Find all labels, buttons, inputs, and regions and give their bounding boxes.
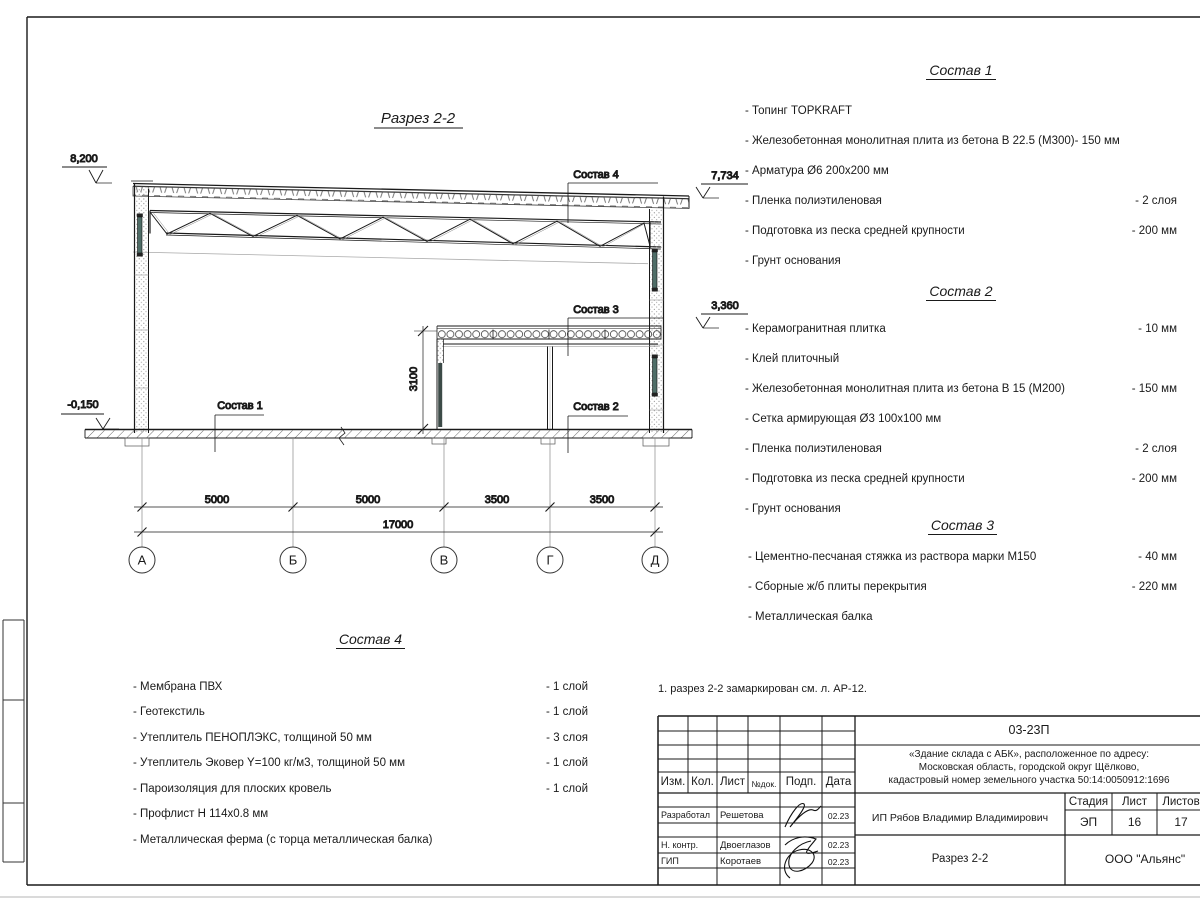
tb-stage-label: Стадия	[1068, 796, 1109, 808]
list-item: - Клей плиточный	[745, 353, 840, 365]
tb-row3-role: ГИП	[661, 856, 679, 866]
tb-row3-name: Коротаев	[720, 856, 762, 867]
list-item: - Утеплитель ПЕНОПЛЭКС, толщиной 50 мм - 3 слоя	[133, 731, 588, 744]
elevation-mark-floor	[61, 399, 119, 429]
label-sostav4: Состав 4	[573, 169, 619, 181]
composition-1-title: Состав 1	[745, 62, 1177, 79]
roof-truss	[133, 211, 661, 264]
composition-3-title: Состав 3	[748, 517, 1177, 534]
label-sostav2: Состав 2	[573, 401, 619, 413]
dim-chain-total	[134, 519, 663, 537]
tb-company: ООО "Альянс"	[1104, 852, 1186, 866]
mezzanine-slab	[437, 326, 661, 347]
wall-left	[135, 184, 149, 434]
tb-row1-role: Разработал	[661, 810, 710, 820]
dim-chain-spans	[134, 494, 663, 512]
list-item: - Сетка армирующая Ø3 100х100 мм	[745, 413, 942, 425]
dim-3100-text: 3100	[408, 366, 420, 392]
dim-17000-total: 17000	[382, 519, 414, 531]
window-cap	[137, 253, 143, 257]
elev-0150-text: -0,150	[67, 399, 99, 411]
tb-row2-name: Двоеглазов	[720, 840, 771, 851]
tb-col-ndok: №док.	[751, 779, 777, 789]
column-axis-v	[437, 339, 444, 429]
roof-assembly	[131, 181, 689, 209]
label-sostav1: Состав 1	[217, 400, 263, 412]
tb-project-line1: «Здание склада с АБК», расположенное по адресу:	[909, 749, 1149, 760]
foundation-left	[125, 438, 149, 446]
tb-sheets-label: Листов	[1162, 796, 1200, 808]
composition-4-title: Состав 4	[153, 631, 588, 648]
tb-sheets-value: 17	[1174, 815, 1188, 829]
tb-doc-title: Разрез 2-2	[931, 853, 989, 865]
composition-list-1	[745, 62, 1177, 276]
drawing-title	[374, 110, 463, 128]
composition-1-items	[745, 96, 1177, 276]
label-sostav3: Состав 3	[573, 304, 619, 316]
list-item: - Металлическая ферма (с торца металлическая балка)	[133, 833, 433, 846]
axis-letter-v: В	[439, 552, 449, 568]
tb-row1-date: 02.23	[827, 811, 850, 821]
tb-row2-date: 02.23	[827, 840, 850, 850]
drawing-title-text: Разрез 2-2	[380, 110, 456, 127]
composition-list-2	[745, 283, 1177, 524]
column-section	[438, 363, 442, 427]
list-item: - Подготовка из песка средней крупности - 200 мм	[745, 225, 1177, 237]
list-item: - Пароизоляция для плоских кровель - 1 слой	[133, 782, 588, 795]
list-item: - Сборные ж/б плиты перекрытия - 220 мм	[748, 581, 1177, 593]
foundation-right	[643, 438, 669, 446]
composition-list-4	[133, 631, 588, 853]
tb-row1-name: Решетова	[720, 810, 764, 821]
list-item: - Грунт основания	[745, 255, 841, 267]
tb-sheet-label: Лист	[1122, 796, 1147, 808]
list-item: - Утеплитель Эковер Y=100 кг/м3, толщиной 50 мм - 1 слой	[133, 757, 588, 770]
window-left-wall	[138, 217, 143, 253]
tb-project-code: 03-23П	[1008, 723, 1050, 737]
list-item: - Металлическая балка	[748, 611, 873, 623]
tb-customer: ИП Рябов Владимир Владимирович	[871, 812, 1049, 824]
composition-3-items	[748, 542, 1177, 632]
column-axis-g	[548, 347, 553, 430]
margin-stamp-boxes	[3, 620, 24, 862]
elev-3360-text: 3,360	[711, 300, 739, 312]
window-right-wall-lower	[653, 358, 658, 393]
window-cap	[652, 288, 658, 292]
tb-col-izm: Изм.	[660, 776, 686, 788]
tb-project-line3: кадастровый номер земельного участка 50:14:0050912:1696	[888, 775, 1170, 786]
window-cap	[652, 249, 658, 253]
tb-stage-value: ЭП	[1079, 815, 1098, 829]
window-cap	[652, 355, 658, 359]
tb-row3-date: 02.23	[827, 857, 850, 867]
dim-mezzanine-height	[408, 326, 437, 434]
elev-7734-text: 7,734	[711, 170, 739, 182]
tb-col-list: Лист	[720, 776, 745, 788]
axis-letter-a: А	[137, 552, 147, 568]
foundation-col-g	[541, 438, 555, 444]
tb-col-kol: Кол.	[691, 776, 714, 788]
dim-5000-bv: 5000	[355, 494, 381, 506]
axis-letter-b: Б	[288, 552, 298, 568]
elevation-mark-mezzanine	[696, 300, 748, 328]
list-item: - Мембрана ПВХ - 1 слой	[133, 680, 588, 693]
composition-list-3	[748, 517, 1177, 632]
composition-2-items	[745, 314, 1177, 524]
elevation-mark-roof-right	[696, 170, 748, 198]
list-item: - Железобетонная монолитная плита из бетона В 15 (М200) - 150 мм	[745, 383, 1177, 395]
sheet-note: 1. разрез 2-2 замаркирован см. л. АР-12.	[658, 683, 867, 695]
composition-4-items	[133, 674, 588, 853]
list-item: - Профлист Н 114х0.8 мм	[133, 808, 269, 821]
signatures	[785, 804, 821, 878]
axis-letter-d: Д	[650, 552, 660, 568]
list-item: - Геотекстиль - 1 слой	[133, 706, 588, 719]
tb-row2-role: Н. контр.	[661, 840, 699, 850]
signature-control-gip	[785, 837, 818, 878]
leader-sostav-1	[215, 400, 264, 452]
tb-col-data: Дата	[825, 776, 852, 788]
axis-letter-g: Г	[546, 552, 554, 568]
truss-web	[150, 212, 650, 246]
tb-sheet-value: 16	[1127, 815, 1142, 829]
window-right-wall-upper	[653, 252, 658, 288]
dim-3500-gd: 3500	[589, 494, 615, 506]
tb-project-line2: Московская область, городской округ Щёлково,	[918, 762, 1140, 773]
window-cap	[137, 214, 143, 218]
leader-sostav-2	[568, 401, 628, 453]
elevation-mark-roof-left	[62, 153, 112, 183]
list-item: - Цементно-песчаная стяжка из раствора марки М150 - 40 мм	[748, 551, 1177, 563]
list-item: - Пленка полиэтиленовая - 2 слоя	[745, 195, 1177, 207]
dim-3500-vg: 3500	[484, 494, 510, 506]
window-cap	[652, 393, 658, 397]
list-item: - Подготовка из песка средней крупности - 200 мм	[745, 473, 1177, 485]
list-item: - Пленка полиэтиленовая - 2 слоя	[745, 443, 1177, 455]
composition-2-title: Состав 2	[745, 283, 1177, 300]
list-item: - Топинг TOPKRAFT	[745, 105, 853, 117]
list-item: - Железобетонная монолитная плита из бетона В 22.5 (М300)- 150 мм	[745, 135, 1120, 147]
tb-col-podp: Подп.	[785, 776, 817, 788]
list-item: - Арматура Ø6 200х200 мм	[745, 165, 889, 177]
wall-right	[650, 197, 664, 434]
list-item: - Керамогранитная плитка - 10 мм	[745, 323, 1177, 335]
floor-slab	[85, 427, 692, 446]
elev-8200-text: 8,200	[70, 153, 98, 165]
dim-5000-ab: 5000	[204, 494, 230, 506]
tb-project-description	[858, 748, 1200, 787]
list-item: - Грунт основания	[745, 503, 841, 515]
